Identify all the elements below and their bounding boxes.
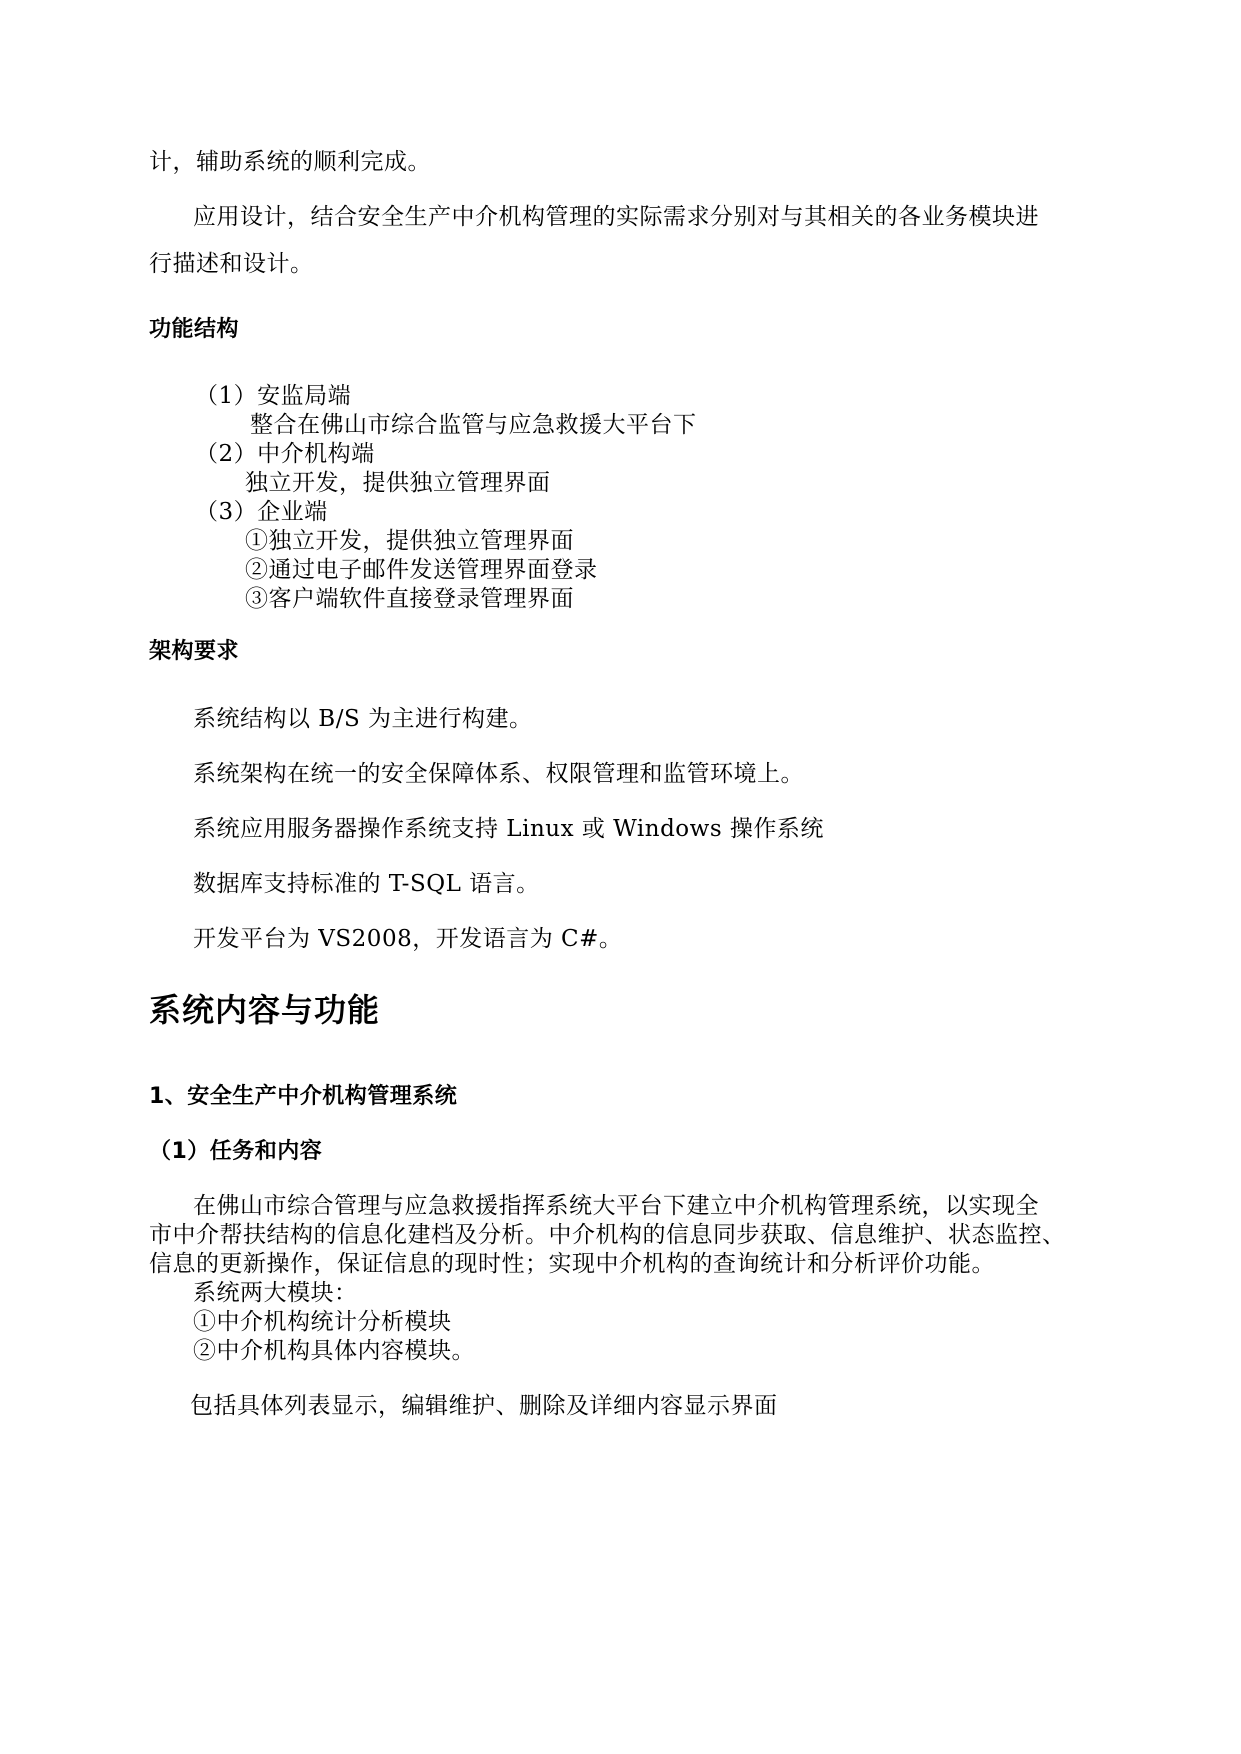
list-item-sub: ①独立开发，提供独立管理界面: [245, 528, 574, 554]
list-item-title: （1）安监局端: [195, 383, 352, 409]
architecture-paragraph: 开发平台为 VS2008，开发语言为 C#。: [193, 926, 623, 952]
architecture-paragraph: 系统架构在统一的安全保障体系、权限管理和监管环境上。: [193, 761, 804, 787]
intro-paragraph-line: 应用设计，结合安全生产中介机构管理的实际需求分别对与其相关的各业务模块进: [193, 204, 1039, 230]
intro-paragraph-line: 行描述和设计。: [149, 251, 314, 277]
closing-paragraph: 包括具体列表显示，编辑维护、删除及详细内容显示界面: [190, 1393, 778, 1419]
list-item-title: （2）中介机构端: [195, 441, 375, 467]
function-structure-heading: 功能结构: [149, 317, 240, 342]
modules-intro: 系统两大模块：: [193, 1280, 358, 1306]
architecture-paragraph: 系统结构以 B/S 为主进行构建。: [193, 706, 533, 732]
section-heading: 1、安全生产中介机构管理系统: [149, 1084, 458, 1109]
intro-line: 计，辅助系统的顺利完成。: [149, 149, 431, 175]
module-item: ②中介机构具体内容模块。: [193, 1338, 475, 1364]
module-item: ①中介机构统计分析模块: [193, 1309, 452, 1335]
list-item-sub: ③客户端软件直接登录管理界面: [245, 586, 574, 612]
list-item-desc: 独立开发，提供独立管理界面: [245, 470, 551, 496]
content-paragraph-line: 信息的更新操作，保证信息的现时性；实现中介机构的查询统计和分析评价功能。: [149, 1251, 995, 1277]
section-title: 系统内容与功能: [149, 991, 381, 1029]
list-item-sub: ②通过电子邮件发送管理界面登录: [245, 557, 598, 583]
subsection-heading: （1）任务和内容: [149, 1139, 323, 1164]
architecture-paragraph: 数据库支持标准的 T-SQL 语言。: [193, 871, 540, 897]
content-paragraph-line: 在佛山市综合管理与应急救援指挥系统大平台下建立中介机构管理系统，以实现全: [193, 1193, 1039, 1219]
content-paragraph-line: 市中介帮扶结构的信息化建档及分析。中介机构的信息同步获取、信息维护、状态监控、: [149, 1222, 1066, 1248]
list-item-desc: 整合在佛山市综合监管与应急救援大平台下: [250, 412, 697, 438]
list-item-title: （3）企业端: [195, 499, 328, 525]
architecture-heading: 架构要求: [149, 639, 240, 664]
architecture-paragraph: 系统应用服务器操作系统支持 Linux 或 Windows 操作系统: [193, 816, 824, 842]
